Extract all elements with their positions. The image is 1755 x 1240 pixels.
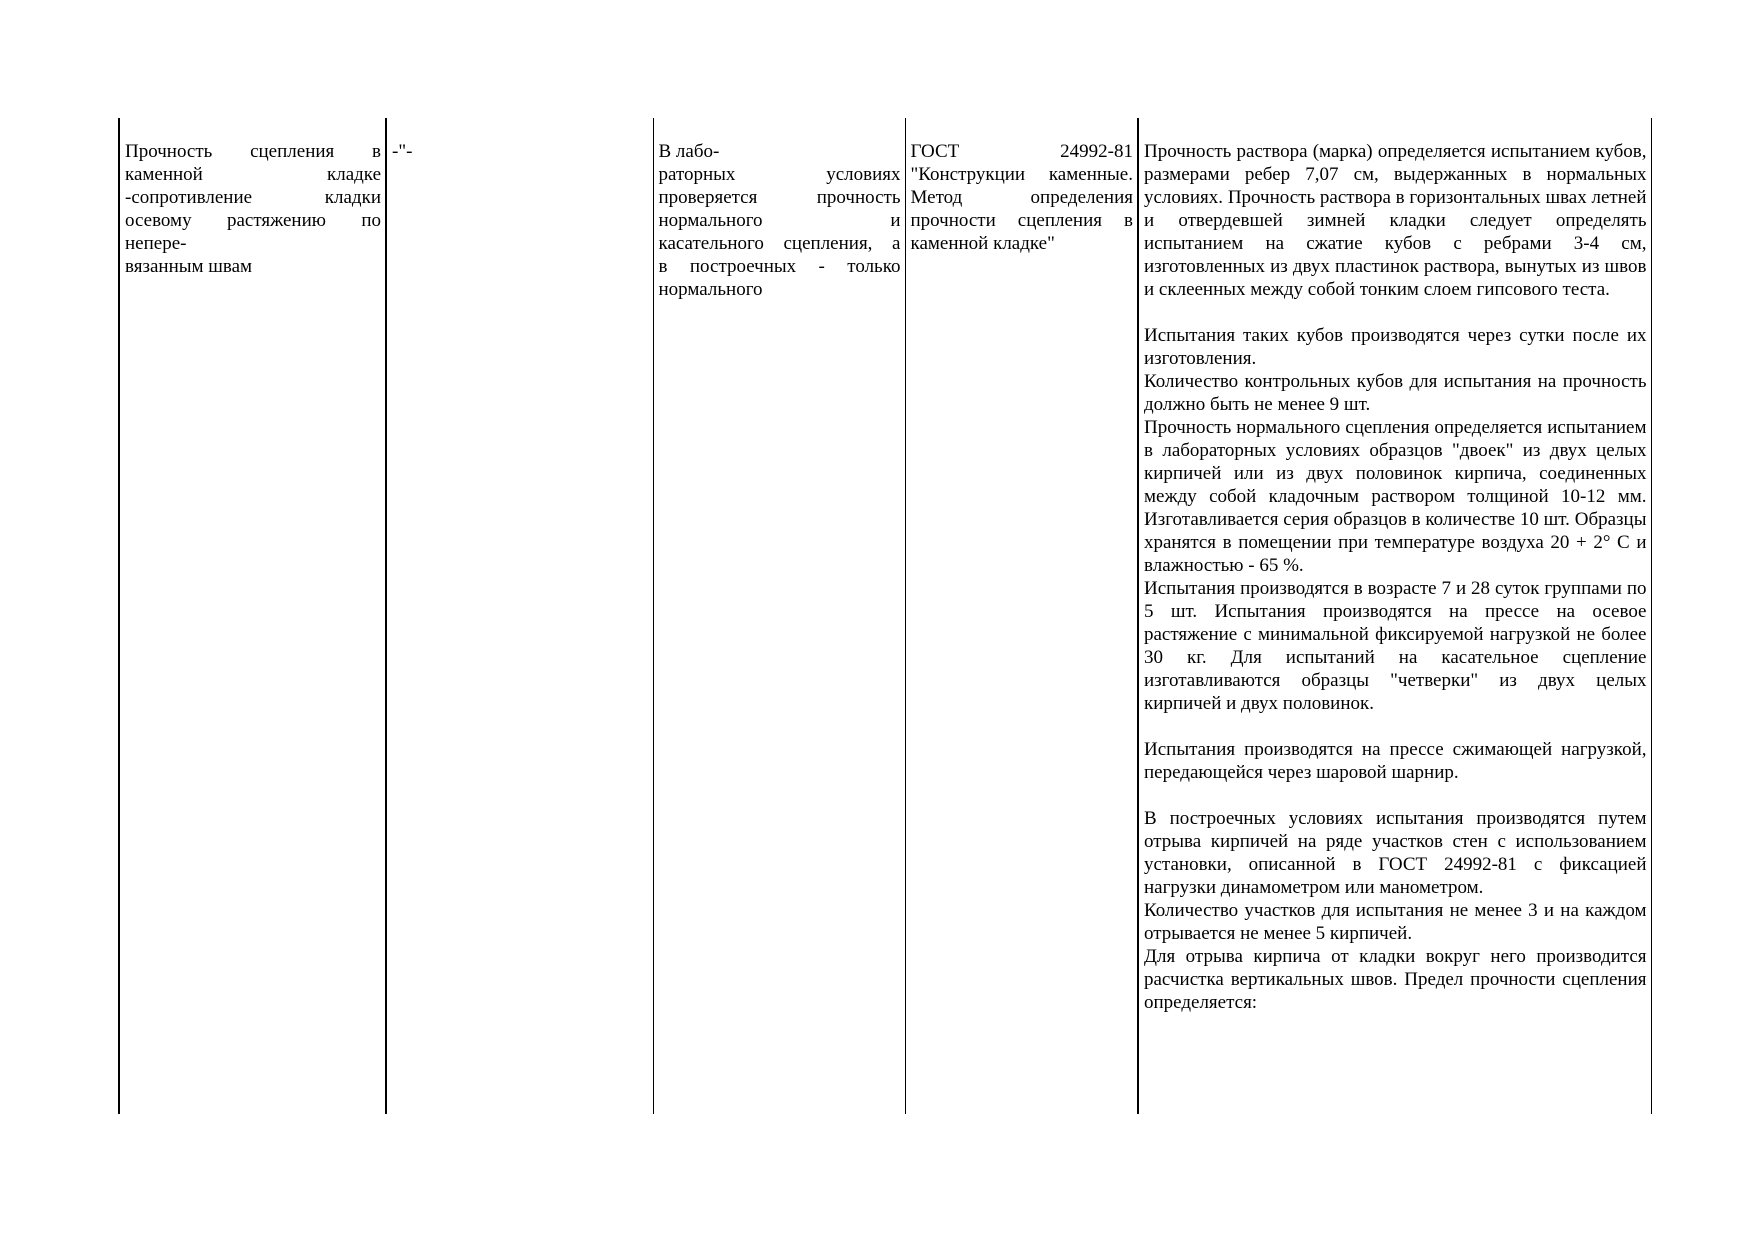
method-paragraph: Испытания производятся в возрасте 7 и 28 суток группами по 5 шт. Испытания производятся на прессе на осевое растяжение с минимальной фиксируемой нагрузкой не более 30 кг. Для испытаний на касательное сцепление изготавливаются образцы "четверки" из двух целых кирпичей и двух половинок. xyxy=(1144,578,1647,714)
cell-line: Прочность сцепления в xyxy=(125,141,381,162)
method-paragraph: В построечных условиях испытания производятся путем отрыва кирпичей на ряде участков стен с использованием установки, описанной в ГОСТ 24992-81 с фиксацией нагрузки динамометром или манометром. xyxy=(1144,808,1647,898)
cell-line: вязанным швам xyxy=(125,256,253,277)
cell-line: -сопротивление кладки xyxy=(125,187,381,208)
cell-conditions xyxy=(653,118,905,1114)
ditto-mark: -"- xyxy=(392,141,413,162)
method-paragraph: Испытания производятся на прессе сжимающей нагрузкой, передающейся через шаровой шарнир. xyxy=(1144,739,1647,783)
cell-line: Метод определения xyxy=(910,187,1133,208)
cell-standard xyxy=(905,118,1138,1114)
cell-line: В лабо- xyxy=(658,141,720,162)
method-paragraph: Для отрыва кирпича от кладки вокруг него производится расчистка вертикальных швов. Предел прочности сцепления определяется: xyxy=(1144,946,1647,1013)
method-paragraph: Количество участков для испытания не менее 3 и на каждом отрывается не менее 5 кирпичей. xyxy=(1144,900,1647,944)
cell-line: нормального xyxy=(658,279,763,300)
cell-line: "Конструкции каменные. xyxy=(910,164,1133,185)
cell-line: ГОСТ 24992-81 xyxy=(910,141,1133,162)
cell-line: в построечных - только xyxy=(658,256,901,277)
table-row xyxy=(119,118,1651,1114)
cell-indicator xyxy=(119,118,386,1114)
cell-line: прочности сцепления в xyxy=(910,210,1133,231)
paragraph-gap xyxy=(1144,784,1647,807)
method-paragraph: Испытания таких кубов производятся через сутки после их изготовления. xyxy=(1144,325,1647,369)
method-paragraph: Прочность нормального сцепления определяется испытанием в лабораторных условиях образцов "двоек" из двух целых кирпичей или из двух половинок кирпича, соединенных между собой кладочным раствором толщиной 10-12 мм. Изготавливается серия образцов в количестве 10 шт. Образцы хранятся в помещении при температуре воздуха 20 + 2° С и влажностью - 65 %. xyxy=(1144,417,1647,576)
cell-line: непере- xyxy=(125,233,187,254)
cell-line: осевому растяжению по xyxy=(125,210,381,231)
paragraph-gap xyxy=(1144,301,1647,324)
cell-method xyxy=(1138,118,1651,1114)
cell-line: каменной кладке" xyxy=(910,233,1055,254)
document-table xyxy=(118,118,1652,1114)
cell-line: касательного сцепления, а xyxy=(658,233,901,254)
cell-ditto xyxy=(386,118,653,1114)
method-paragraph: Количество контрольных кубов для испытания на прочность должно быть не менее 9 шт. xyxy=(1144,371,1647,415)
cell-line: каменной кладке xyxy=(125,164,381,185)
cell-line: проверяется прочность xyxy=(658,187,901,208)
method-paragraph: Прочность раствора (марка) определяется испытанием кубов, размерами ребер 7,07 см, выдержанных в нормальных условиях. Прочность раствора в горизонтальных швах летней и отвердевшей зимней кладки следует определять испытанием на сжатие кубов с ребрами 3-4 см, изготовленных из двух пластинок раствора, вынутых из швов и склеенных между собой тонким слоем гипсового теста. xyxy=(1144,141,1647,300)
paragraph-gap xyxy=(1144,715,1647,738)
cell-line: нормального и xyxy=(658,210,901,231)
cell-line: раторных условиях xyxy=(658,164,901,185)
